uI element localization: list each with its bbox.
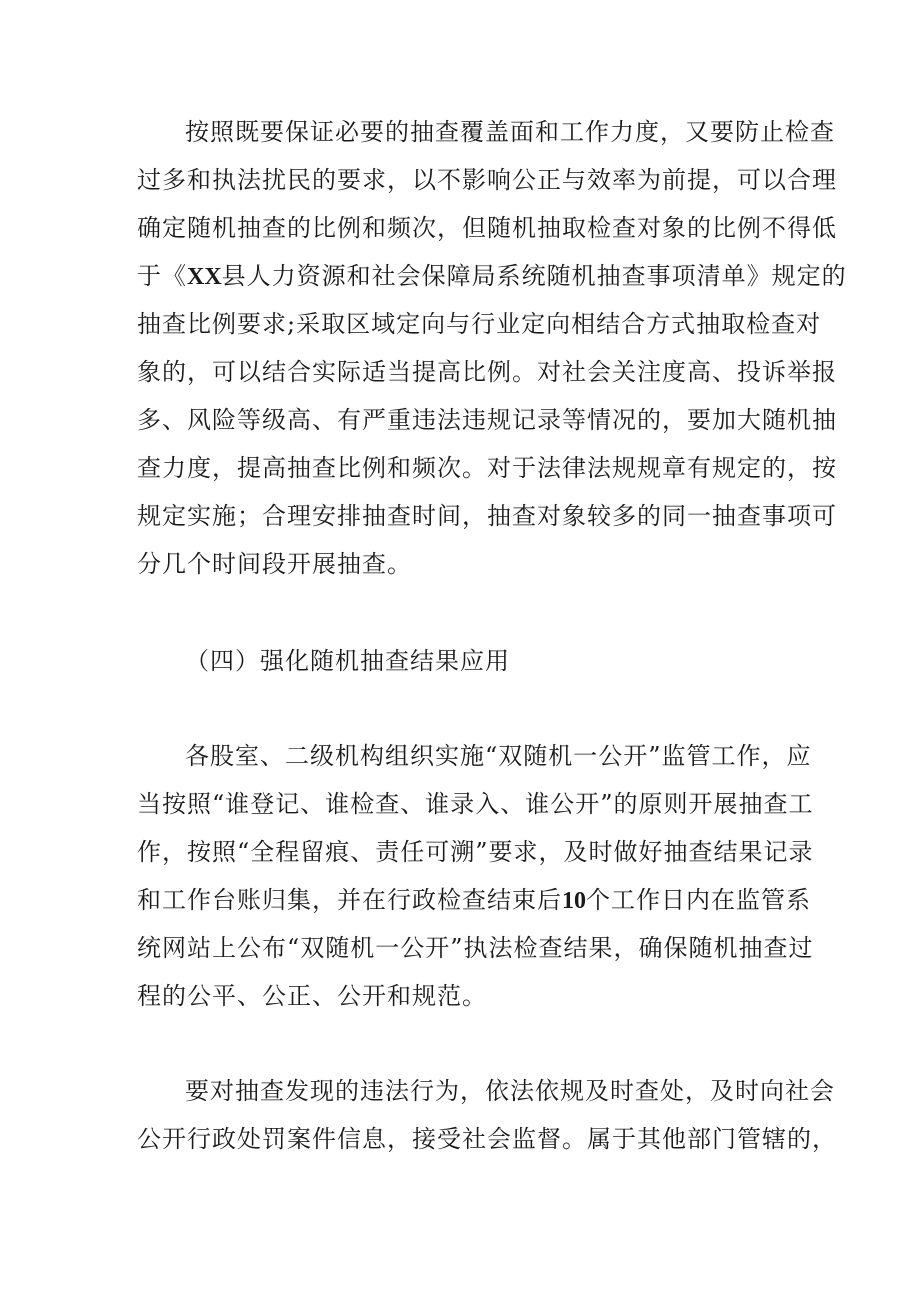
para1-line-4 (137, 256, 847, 296)
para1-line-4-rest: 县人力资源和社会保障局系统随机抽查事项清单》规定的 (221, 262, 847, 290)
para1-line-10: 分几个时间段开展抽查。 (137, 550, 412, 578)
para2-line-1: 各股室、二级机构组织实施“双随机一公开”监管工作，应 (185, 742, 812, 770)
para2-line-2: 当按照“谁登记、谁检查、谁录入、谁公开”的原则开展抽查工 (137, 790, 814, 818)
para1-line-6: 象的，可以结合实际适当提高比例。对社会关注度高、投诉举报 (137, 358, 837, 386)
para1-line-5: 抽查比例要求;采取区域定向与行业定向相结合方式抽取检查对 (137, 310, 822, 338)
para1-line-1: 按照既要保证必要的抽查覆盖面和工作力度，又要防止检查 (185, 118, 835, 146)
para2-line-3: 作，按照“全程留痕、责任可溯”要求，及时做好抽查结果记录 (137, 838, 814, 866)
para1-line-9: 规定实施；合理安排抽查时间，抽查对象较多的同一抽查事项可 (137, 502, 837, 530)
para1-line-7: 多、风险等级高、有严重违法违规记录等情况的，要加大随机抽 (137, 406, 837, 434)
para3-line-2: 公开行政处罚案件信息，接受社会监督。属于其他部门管辖的， (137, 1125, 837, 1153)
para2-line-4-rest: 个工作日内在监管系 (586, 886, 811, 914)
para3-line-1: 要对抽查发现的违法行为，依法依规及时查处，及时向社会 (185, 1077, 835, 1105)
para2-line-6: 程的公平、公正、公开和规范。 (137, 982, 487, 1010)
para2-line-4-prefix: 和工作台账归集，并在行政检查结束后 (137, 886, 562, 914)
para1-line-4-bold: XX (187, 264, 222, 290)
para1-line-8: 查力度，提高抽查比例和频次。对于法律法规规章有规定的，按 (137, 454, 837, 482)
para1-line-4-prefix: 于《 (137, 262, 187, 290)
para2-line-5: 统网站上公布“双随机一公开”执法检查结果，确保随机抽查过 (137, 934, 814, 962)
para2-line-4-bold: 10 (562, 888, 586, 914)
section-heading-4: （四）强化随机抽查结果应用 (185, 647, 510, 675)
para1-line-2: 过多和执法扰民的要求，以不影响公正与效率为前提，可以合理 (137, 166, 837, 194)
para1-line-3: 确定随机抽查的比例和频次，但随机抽取检查对象的比例不得低 (137, 214, 837, 242)
para2-line-4 (137, 880, 811, 920)
